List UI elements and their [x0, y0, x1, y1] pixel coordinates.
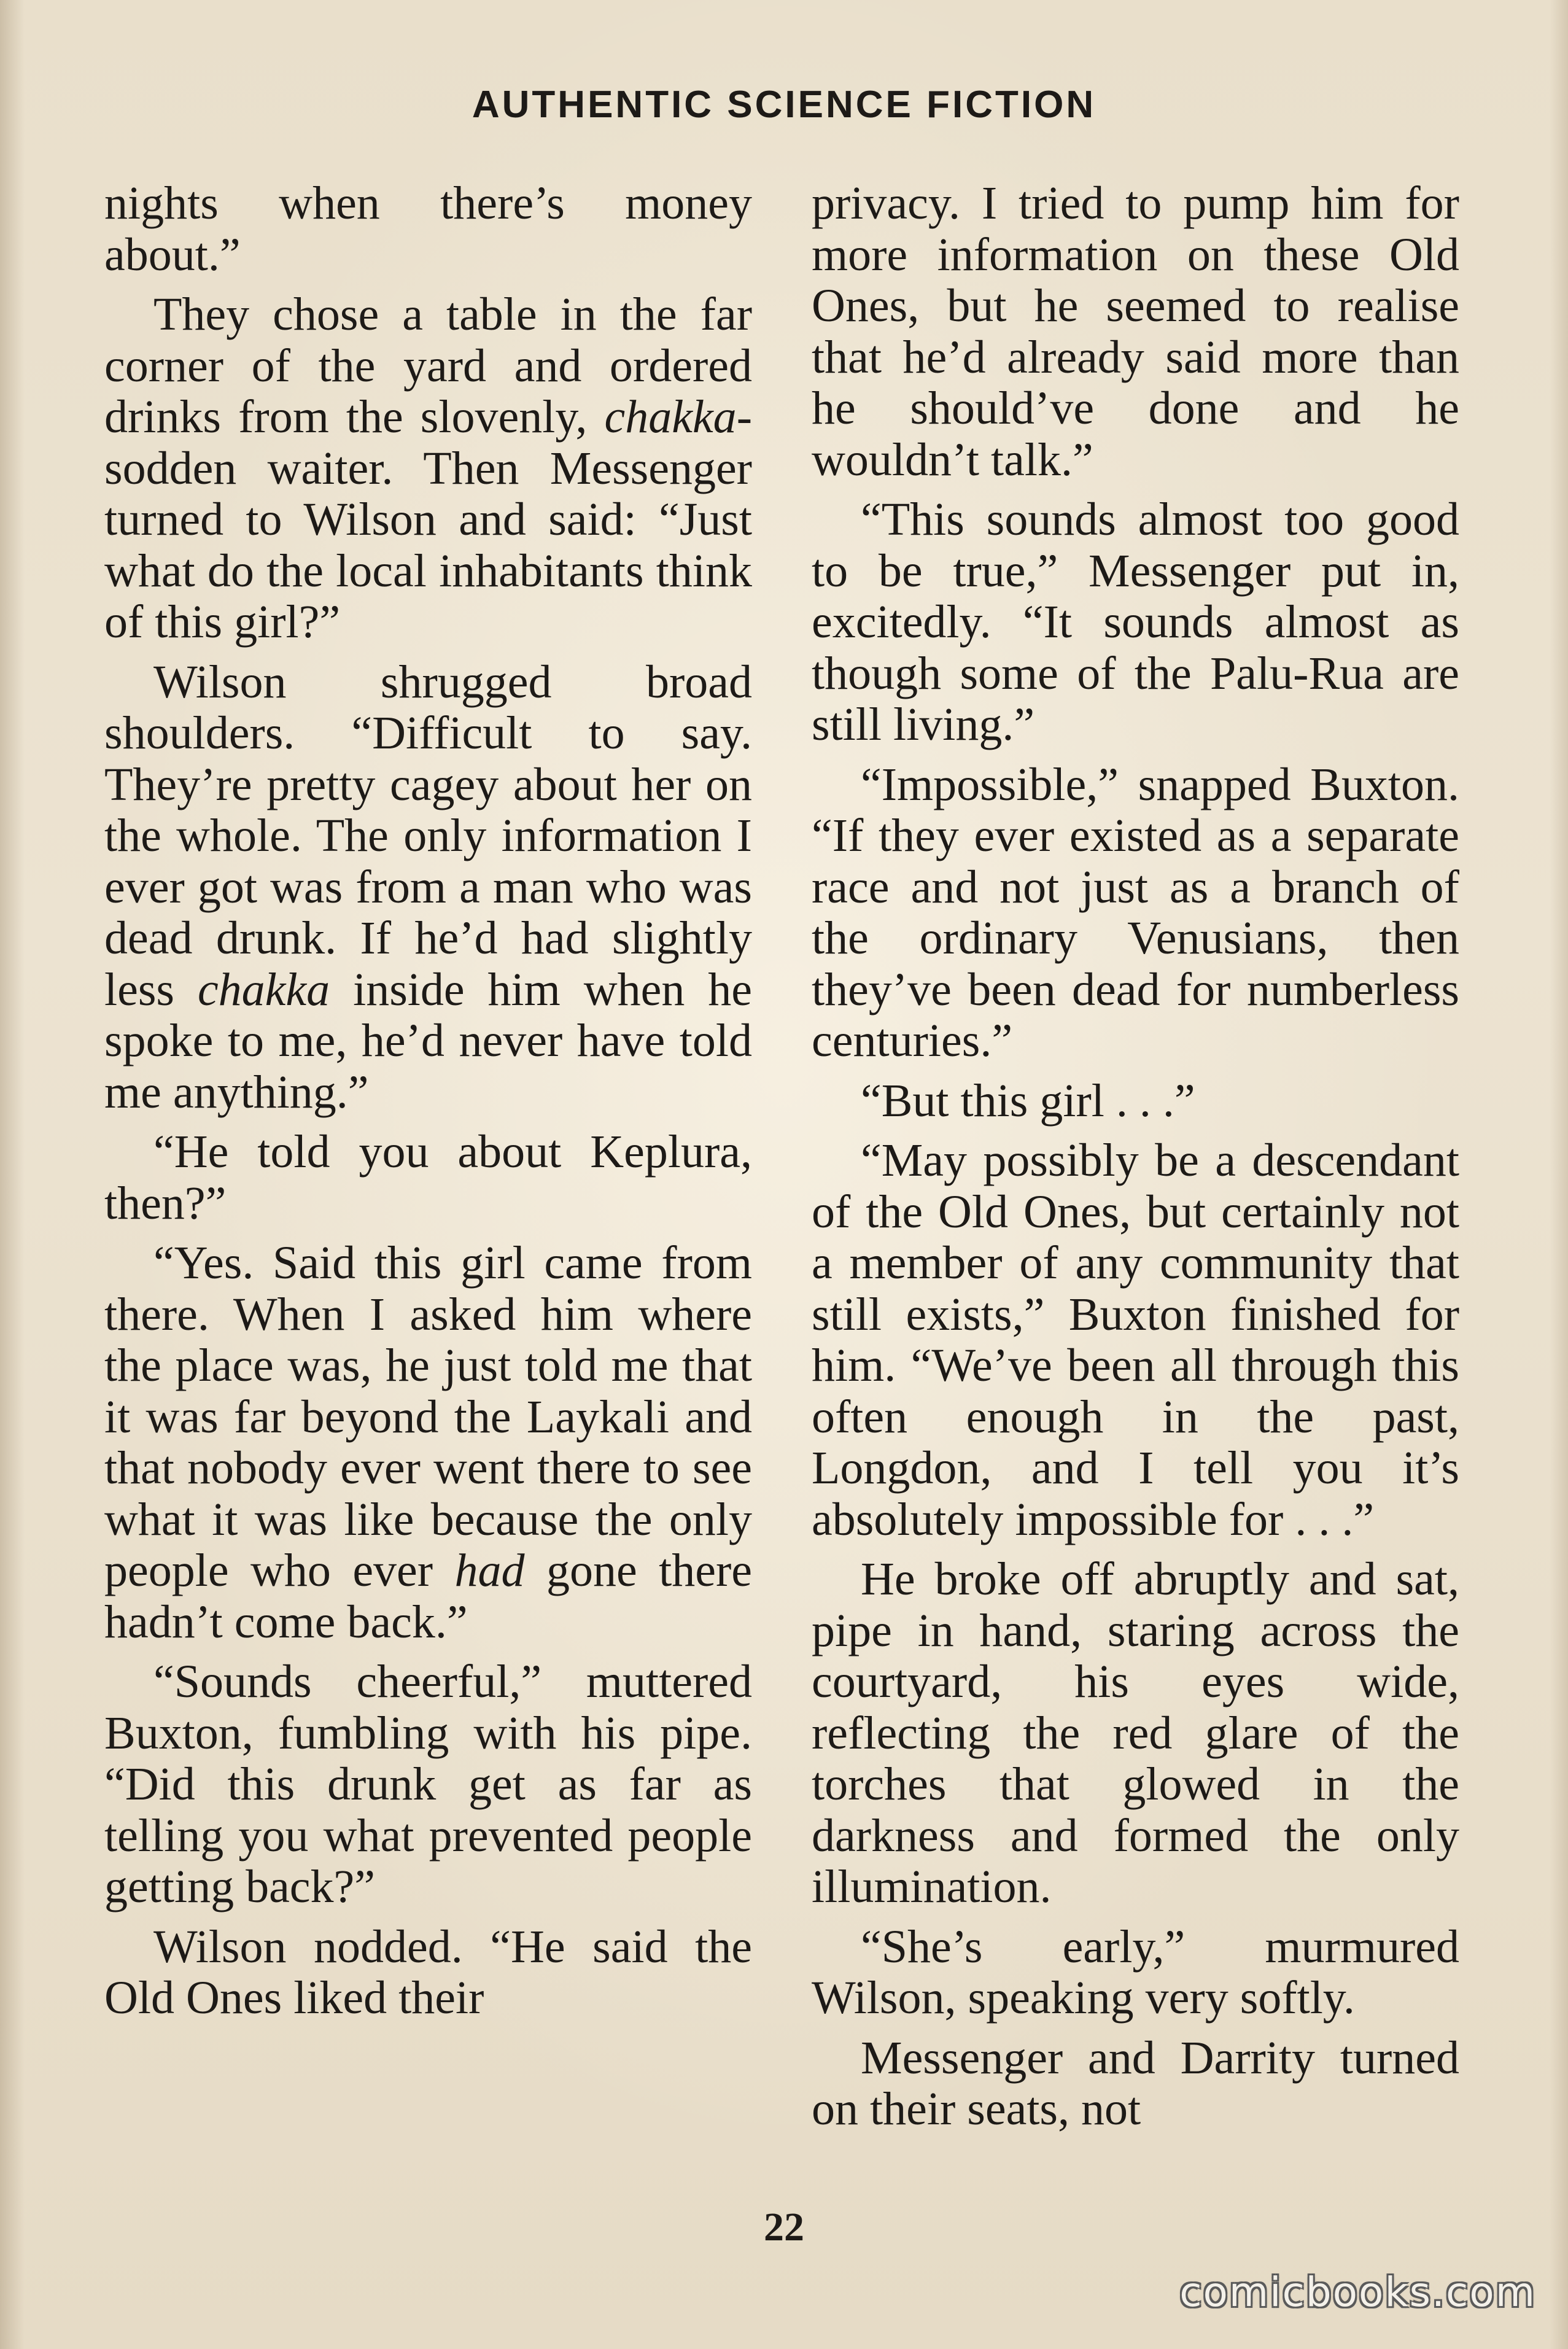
text-run: nights when there’s money about.”	[104, 177, 752, 281]
text-run: “May possibly be a descendant of the Old Ones, but certainly not a member of any community that still exists,” Buxton finished for him. “We’ve been all through this often enough in the past, Longdon, and I tell you it’s absolutely impossible for . . .”	[812, 1135, 1459, 1545]
text-run: inside him when he spoke to me, he’d never have told me anything.”	[104, 963, 752, 1118]
watermark-logo: comicbooks.com	[1179, 2269, 1536, 2316]
paragraph	[812, 178, 1459, 486]
text-run: “Sounds cheerful,” muttered Buxton, fumbling with his pipe. “Did this drunk get as far as telling you what prevented people getting back?”	[104, 1656, 752, 1912]
text-run: “This sounds almost too good to be true,” Messenger put in, excitedly. “It sounds almost as though some of the Palu-Rua are still living.”	[812, 494, 1459, 750]
paragraph	[812, 494, 1459, 751]
paragraph	[812, 1076, 1459, 1127]
paragraph	[104, 178, 752, 281]
italic-text: chakka	[197, 963, 330, 1015]
text-run: “She’s early,” murmured Wilson, speaking very softly.	[812, 1920, 1459, 2024]
paragraph	[812, 1135, 1459, 1545]
paragraph	[812, 2033, 1459, 2135]
text-run: They chose a table in the far corner of the yard and ordered drinks from the slovenly,	[104, 289, 752, 443]
paragraph	[104, 289, 752, 648]
text-run: -sodden waiter. Then Messenger turned to Wilson and said: “Just what do the local inhabitants think of this girl?”	[104, 391, 752, 648]
running-head: AUTHENTIC SCIENCE FICTION	[472, 83, 1096, 126]
paragraph	[104, 1922, 752, 2024]
text-run: “Impossible,” snapped Buxton. “If they ever existed as a separate race and not just as a branch of the ordinary Venusians, then they’ve been dead for numberless centuries.”	[812, 758, 1459, 1066]
italic-text: chakka	[604, 391, 737, 443]
left-column	[104, 178, 752, 2024]
paragraph	[104, 1238, 752, 1648]
text-run: gone there hadn’t come back.”	[104, 1545, 752, 1648]
paragraph	[104, 1656, 752, 1913]
text-run: Wilson shrugged broad shoulders. “Difficult to say. They’re pretty cagey about her on the whole. The only information I ever got was from a man who was dead drunk. If he’d had slightly less	[104, 656, 752, 1015]
text-run: “But this girl . . .”	[861, 1074, 1195, 1127]
paragraph	[812, 1922, 1459, 2024]
page-edge-shadow	[1550, 0, 1568, 2349]
text-run: Messenger and Darrity turned on their seats, not	[812, 2032, 1459, 2135]
paragraph	[104, 1127, 752, 1229]
paragraph	[812, 759, 1459, 1067]
page-edge-shadow	[0, 0, 25, 2349]
italic-text: had	[454, 1545, 525, 1596]
page-number: 22	[764, 2205, 804, 2250]
text-run: He broke off abruptly and sat, pipe in hand, staring across the courtyard, his eyes wide, reflecting the red glare of the torches that glowed in the darkness and formed the only illumination.	[812, 1553, 1459, 1912]
right-column	[812, 178, 1459, 2135]
text-run: privacy. I tried to pump him for more information on these Old Ones, but he seemed to realise that he’d already said more than he should’ve done and he wouldn’t talk.”	[812, 177, 1459, 486]
text-run: “Yes. Said this girl came from there. When I asked him where the place was, he just told me that it was far beyond the Laykali and that nobody ever went there to see what it was like because the only people who ever	[104, 1237, 752, 1596]
paragraph	[812, 1554, 1459, 1913]
paragraph	[104, 657, 752, 1119]
text-run: “He told you about Keplura, then?”	[104, 1126, 752, 1229]
text-run: Wilson nodded. “He said the Old Ones liked their	[104, 1920, 752, 2024]
